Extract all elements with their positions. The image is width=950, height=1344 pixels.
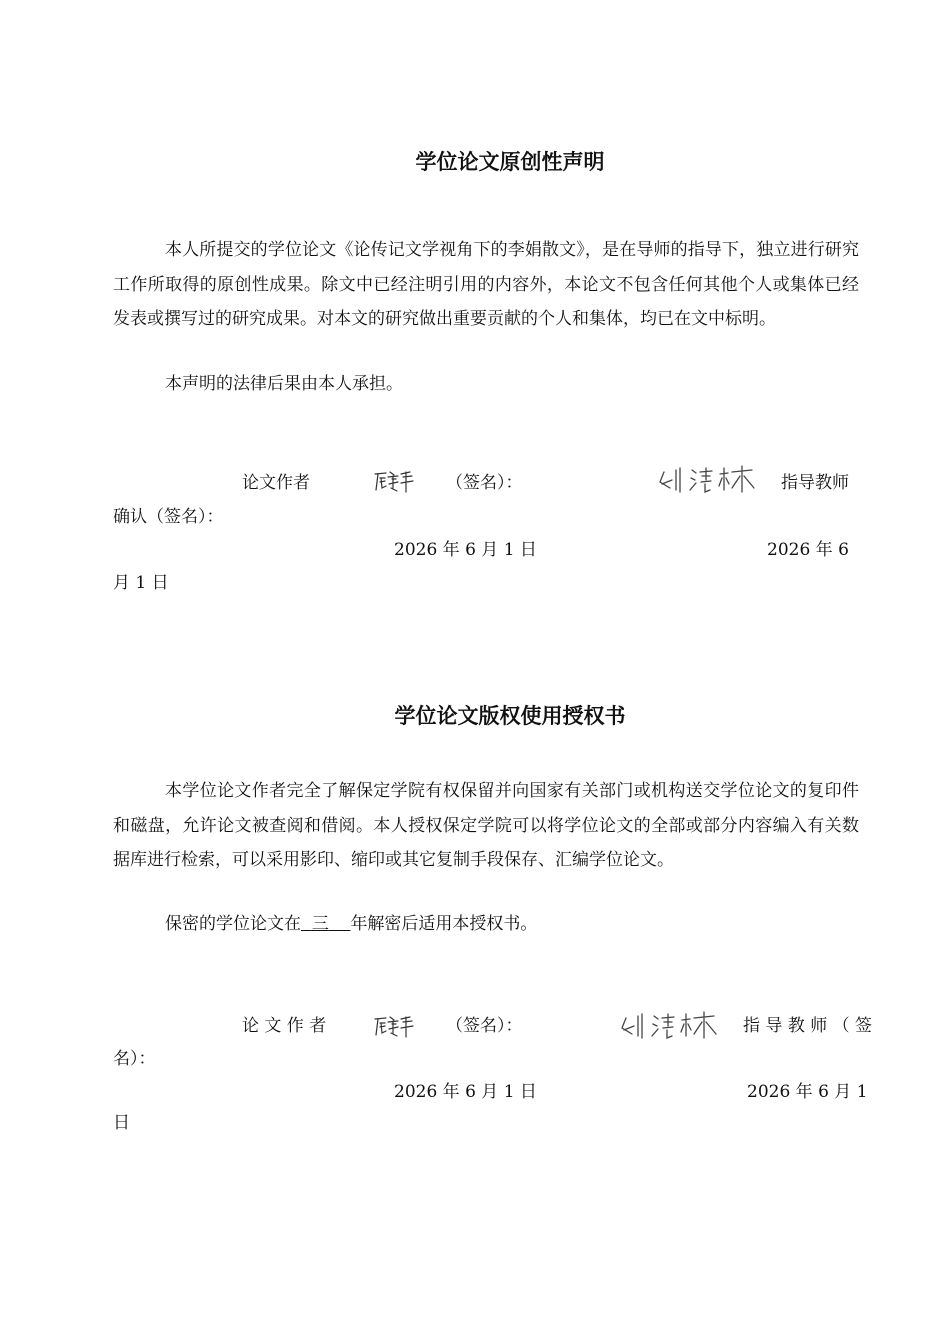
- authorization-title: 学位论文版权使用授权书: [394, 704, 626, 728]
- secrecy-years-field: [301, 914, 350, 934]
- advisor-date-part1: 2026 年 6: [767, 540, 849, 560]
- auth-advisor-signature: [620, 1008, 720, 1046]
- auth-author-sign-label: （签名）：: [446, 1016, 523, 1036]
- auth-author-date: 2026 年 6 月 1 日: [394, 1082, 537, 1102]
- advisor-signature: [658, 462, 758, 500]
- secrecy-prefix: 保密的学位论文在: [165, 914, 301, 934]
- author-sign-label: （签名）：: [446, 473, 523, 493]
- secrecy-years: 三: [311, 914, 329, 934]
- auth-advisor-date-part1: 2026 年 6 月 1: [747, 1082, 868, 1102]
- declaration-title: 学位论文原创性声明: [415, 150, 605, 174]
- secrecy-statement: [113, 907, 859, 942]
- declaration-paragraph-1: 本人所提交的学位论文《论传记文学视角下的李娟散文》，是在导师的指导下，独立进行研究工作所取得的原创性成果。除文中已经注明引用的内容外，本论文不包含任何其他个人或集体已经发表或撰写过的研究成果。对本文的研究做出重要贡献的个人和集体，均已在文中标明。: [113, 240, 859, 329]
- secrecy-suffix: 年解密后适用本授权书。: [350, 914, 538, 934]
- auth-advisor-label: 指 导 教 师 （ 签: [743, 1016, 873, 1036]
- author-label: 论文作者: [242, 473, 310, 493]
- auth-author-label: 论 文 作 者: [242, 1016, 327, 1036]
- authorization-paragraph-1: 本学位论文作者完全了解保定学院有权保留并向国家有关部门或机构送交学位论文的复印件和磁盘，允许论文被查阅和借阅。本人授权保定学院可以将学位论文的全部或部分内容编入有关数据库进行检索，可以采用影印、缩印或其它复制手段保存、汇编学位论文。: [113, 781, 859, 870]
- auth-advisor-date-part2: 日: [113, 1113, 130, 1133]
- author-signature: [372, 466, 416, 498]
- advisor-label: 指导教师: [781, 473, 849, 493]
- author-date: 2026 年 6 月 1 日: [394, 540, 537, 560]
- auth-advisor-label-cont: 名）：: [113, 1049, 156, 1069]
- advisor-confirm-label: 确认（签名）：: [113, 507, 224, 527]
- advisor-date-part2: 月 1 日: [113, 573, 169, 593]
- declaration-paragraph-2: 本声明的法律后果由本人承担。: [165, 374, 403, 394]
- auth-author-signature: [372, 1011, 416, 1043]
